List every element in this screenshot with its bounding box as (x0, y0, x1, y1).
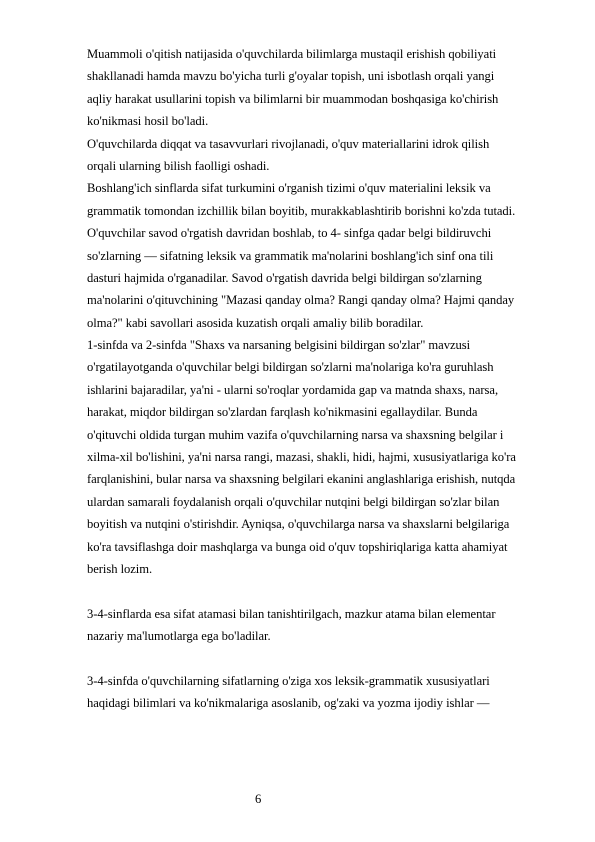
text-line: farqlanishini, bular narsa va shaxsning belgilari ekanini anglashlariga erishish, nutqda (87, 472, 516, 487)
text-line: orqali ularning bilish faolligi oshadi. (87, 158, 270, 173)
text-line: aqliy harakat usullarini topish va bilimlarni bir muammodan boshqasiga ko'chirish (87, 91, 499, 106)
text-line: harakat, miqdor bildirgan so'zlardan farqlash ko'nikmasini egallaydilar. Bunda (87, 405, 478, 420)
text-line: nazariy ma'lumotlarga ega bo'ladilar. (87, 629, 271, 644)
paragraph-spacer (87, 648, 577, 670)
paragraph-spacer (87, 580, 577, 602)
text-line: O'quvchilarda diqqat va tasavvurlari rivojlanadi, o'quv materiallarini idrok qilish (87, 136, 490, 151)
text-line: o'rgatilayotganda o'quvchilar belgi bildirgan so'zlarni ma'nolariga ko'ra guruhlash (87, 360, 494, 375)
text-line: 3-4-sinfda o'quvchilarning sifatlarning o'ziga xos leksik-grammatik xususiyatlari (87, 673, 490, 688)
text-line: so'zlarning — sifatning leksik va grammatik ma'nolarini boshlang'ich sinf ona tili (87, 248, 494, 263)
text-line: ko'ra tavsiflashga doir mashqlarga va bunga oid o'quv topshiriqlariga katta ahamiyat (87, 539, 508, 554)
document-body (87, 43, 577, 715)
text-line: o'qituvchi oldida turgan muhim vazifa o'quvchilarning narsa va shaxsning belgilar i (87, 427, 504, 442)
text-line: olma?" kabi savollari asosida kuzatish orqali amaliy bilib boradilar. (87, 315, 424, 330)
text-line: O'quvchilar savod o'rgatish davridan boshlab, to 4- sinfga qadar belgi bildiruvchi (87, 226, 492, 241)
text-line: grammatik tomondan izchillik bilan boyitib, murakkablashtirib borishni ko'zda tutadi. (87, 203, 516, 218)
text-line: ishlarini bajaradilar, ya'ni - ularni so'roqlar yordamida gap va matnda shaxs, narsa, (87, 382, 499, 397)
paragraph-grades-3-4-skills (87, 670, 577, 715)
text-line: Boshlang'ich sinflarda sifat turkumini o'rganish tizimi o'quv materialini leksik va (87, 181, 491, 196)
text-line: xilma-xil bo'lishini, ya'ni narsa rangi, mazasi, shakli, hidi, hajmi, xususiyatlariga ko'ra (87, 450, 516, 465)
text-line: berish lozim. (87, 561, 153, 576)
paragraph-attention-imagination (87, 133, 577, 178)
paragraph-grades-3-4-intro (87, 603, 577, 648)
text-line: ulardan samarali foydalanish orqali o'quvchilar nutqini belgi bildirgan so'zlar bilan (87, 494, 500, 509)
text-line: haqidagi bilimlari va ko'nikmalariga asoslanib, og'zaki va yozma ijodiy ishlar — (87, 696, 490, 711)
text-line: 3-4-sinflarda esa sifat atamasi bilan tanishtirilgach, mazkur atama bilan elementar (87, 606, 496, 621)
paragraph-adjective-system (87, 177, 577, 334)
text-line: shakllanadi hamda mavzu bo'yicha turli g'oyalar topish, uni isbotlash orqali yangi (87, 69, 495, 84)
text-line: ma'nolarini o'qituvchining "Mazasi qanday olma? Rangi qanday olma? Hajmi qanday (87, 293, 515, 308)
text-line: boyitish va nutqini o'stirishdir. Ayniqsa, o'quvchilarga narsa va shaxslarni belgilariga (87, 517, 510, 532)
text-line: dasturi hajmida o'rganadilar. Savod o'rgatish davrida belgi bildirgan so'zlarning (87, 270, 482, 285)
page-number: 6 (255, 792, 262, 806)
text-line: Muammoli o'qitish natijasida o'quvchilarda bilimlarga mustaqil erishish qobiliyati (87, 47, 497, 61)
paragraph-grades-1-2 (87, 334, 577, 580)
text-line: 1-sinfda va 2-sinfda "Shaxs va narsaning belgisini bildirgan so'zlar" mavzusi (87, 338, 471, 353)
paragraph-problem-based-learning (87, 43, 577, 133)
text-line: ko'nikmasi hosil bo'ladi. (87, 114, 209, 129)
